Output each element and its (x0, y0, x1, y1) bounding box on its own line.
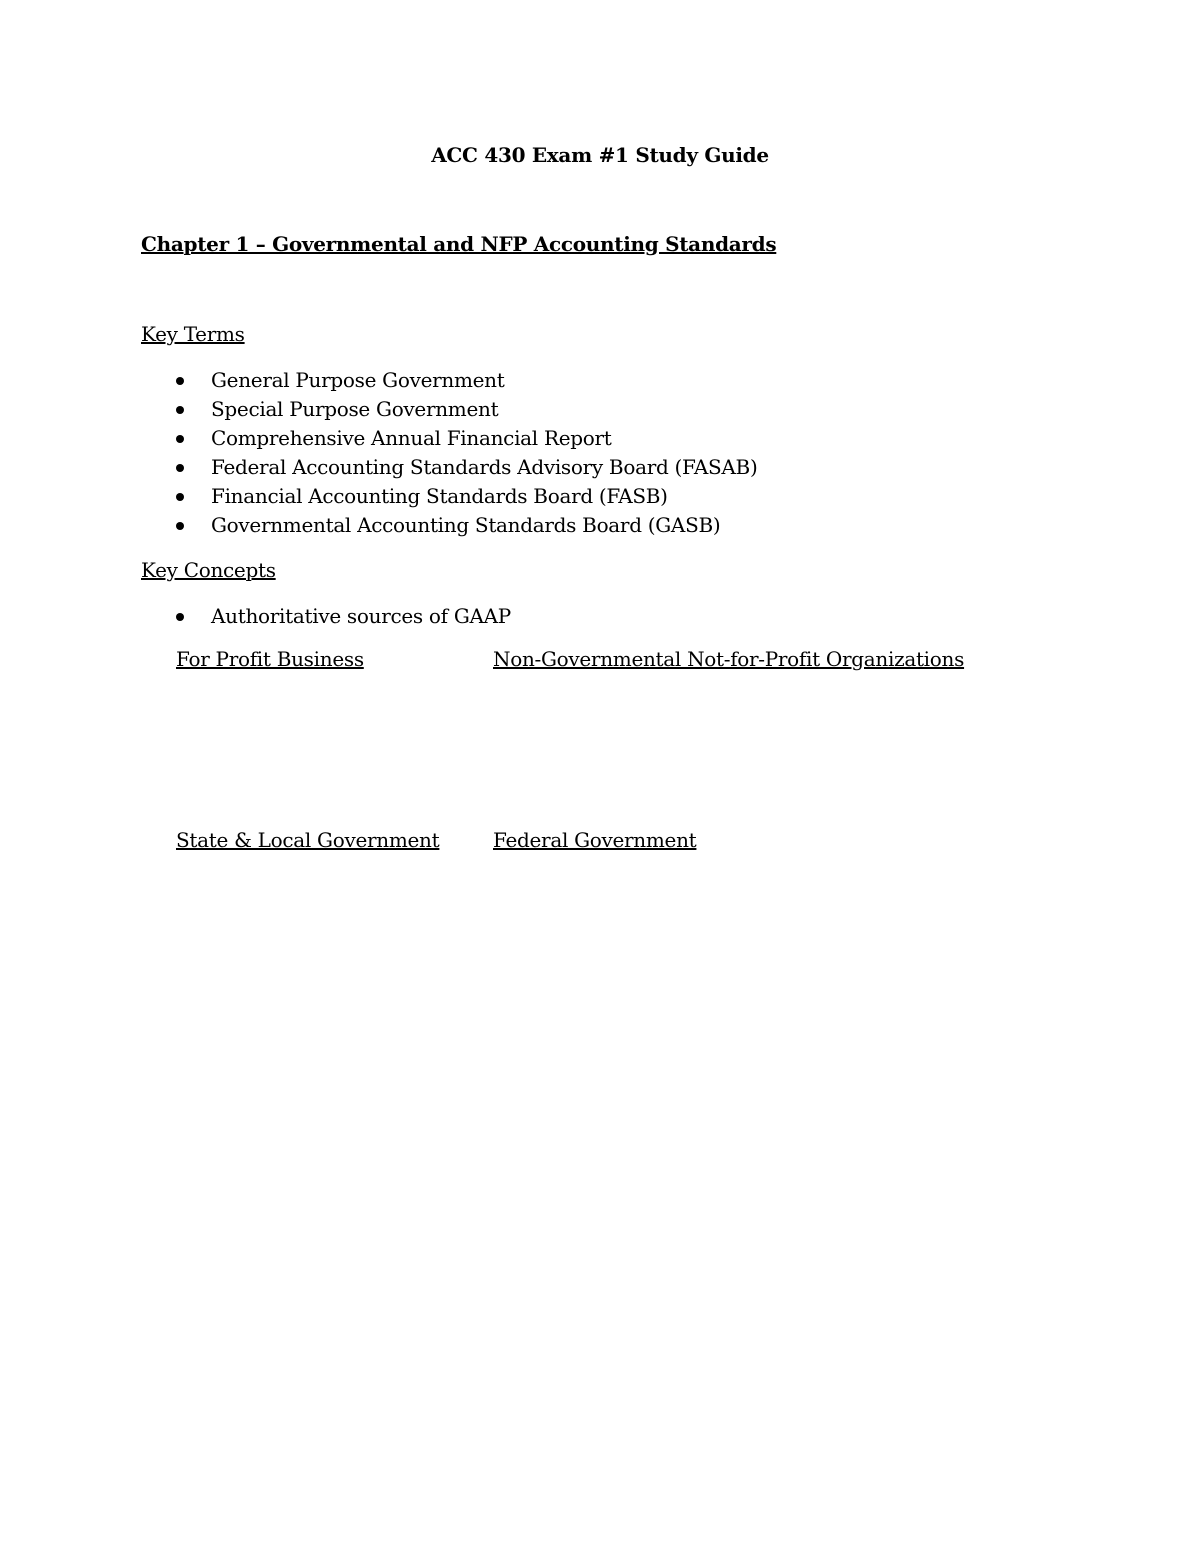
bullet-icon (176, 435, 184, 443)
key-terms-label: Key Terms (141, 322, 245, 346)
column-non-governmental-nfp: Non-Governmental Not-for-Profit Organizations (493, 647, 965, 671)
chapter-heading: Chapter 1 – Governmental and NFP Accounting Standards (141, 232, 777, 256)
list-item-text: General Purpose Government (211, 368, 505, 392)
list-item-text: Federal Accounting Standards Advisory Board (FASAB) (211, 455, 758, 479)
document-title: ACC 430 Exam #1 Study Guide (431, 143, 769, 167)
bullet-icon (176, 493, 184, 501)
list-item-text: Authoritative sources of GAAP (211, 604, 511, 628)
column-state-local-government: State & Local Government (176, 828, 440, 852)
column-for-profit-business: For Profit Business (176, 647, 364, 671)
bullet-icon (176, 406, 184, 414)
bullet-icon (176, 613, 184, 621)
bullet-icon (176, 464, 184, 472)
bullet-icon (176, 522, 184, 530)
bullet-icon (176, 377, 184, 385)
list-item-text: Special Purpose Government (211, 397, 499, 421)
list-item-text: Comprehensive Annual Financial Report (211, 426, 612, 450)
column-federal-government: Federal Government (493, 828, 697, 852)
key-concepts-label: Key Concepts (141, 558, 276, 582)
list-item-text: Governmental Accounting Standards Board (GASB) (211, 513, 721, 537)
list-item-text: Financial Accounting Standards Board (FASB) (211, 484, 668, 508)
